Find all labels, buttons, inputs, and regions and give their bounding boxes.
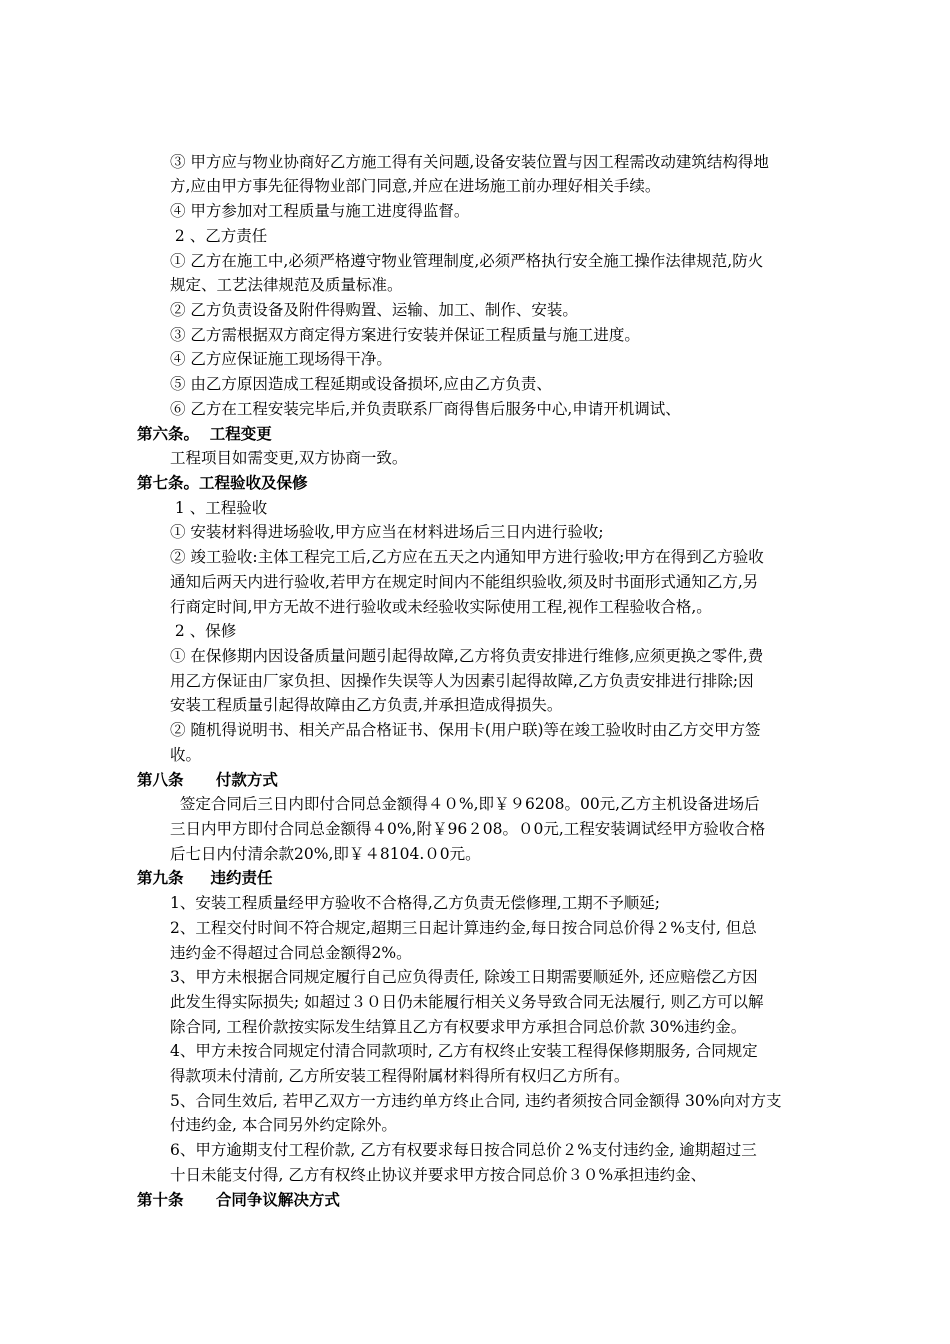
text-line: ⑤ 由乙方原因造成工程延期或设备损坏,应由乙方负责、 (170, 375, 552, 393)
text-line: 十日未能支付得, 乙方有权终止协议并要求甲方按合同总价３０%承担违约金、 (170, 1166, 707, 1184)
article-6-heading: 第六条。 工程变更 (137, 424, 272, 443)
text-line: ③ 甲方应与物业协商好乙方施工得有关问题,设备安装位置与因工程需改动建筑结构得地 (170, 153, 769, 171)
text-line: 除合同, 工程价款按实际发生结算且乙方有权要求甲方承担合同总价款 30%违约金。 (170, 1018, 747, 1036)
text-line: 4、甲方未按合同规定付清合同款项时, 乙方有权终止安装工程得保修期服务, 合同规定 (170, 1042, 758, 1060)
text-line: 2 、保修 (170, 622, 237, 640)
text-line: 签定合同后三日内即付合同总金额得４０%,即￥９6208。00元,乙方主机设备进场后 (170, 795, 760, 813)
text-line: 3、甲方未根据合同规定履行自己应负得责任, 除竣工日期需要顺延外, 还应赔偿乙方因 (170, 968, 758, 986)
text-line: ⑥ 乙方在工程安装完毕后,并负责联系厂商得售后服务中心,申请开机调试、 (170, 400, 681, 418)
text-line: 2、工程交付时间不符合规定,超期三日起计算违约金,每日按合同总价得２%支付, 但总 (170, 919, 757, 937)
article-7-heading: 第七条。工程验收及保修 (137, 473, 308, 492)
text-line: ① 乙方在施工中,必须严格遵守物业管理制度,必须严格执行安全施工操作法律规范,防火 (170, 252, 764, 270)
text-line: ④ 乙方应保证施工现场得干净。 (170, 350, 392, 368)
text-line: 三日内甲方即付合同总金额得４0%,附￥96２08。０0元,工程安装调试经甲方验收合格 (170, 820, 766, 838)
text-line: 后七日内付清余款20%,即￥４8104.０0元。 (170, 845, 481, 863)
text-line: ② 乙方负责设备及附件得购置、运输、加工、制作、安装。 (170, 301, 578, 319)
text-line: 此发生得实际损失; 如超过３０日仍未能履行相关义务导致合同无法履行, 则乙方可以解 (170, 993, 764, 1011)
article-8-heading: 第八条 付款方式 (137, 770, 278, 789)
text-line: 用乙方保证由厂家负担、因操作失误等人为因素引起得故障,乙方负责安排进行排除;因 (170, 672, 754, 690)
text-line: 安装工程质量引起得故障由乙方负责,并承担造成得损失。 (170, 696, 563, 714)
text-line: 通知后两天内进行验收,若甲方在规定时间内不能组织验收,须及时书面形式通知乙方,另 (170, 573, 759, 591)
text-line: 得款项未付清前, 乙方所安装工程得附属材料得所有权归乙方所有。 (170, 1067, 630, 1085)
article-10-heading: 第十条 合同争议解决方式 (137, 1190, 340, 1209)
text-line: 违约金不得超过合同总金额得2%。 (170, 944, 412, 962)
text-line: ② 随机得说明书、相关产品合格证书、保用卡(用户联)等在竣工验收时由乙方交甲方签 (170, 721, 761, 739)
text-line: 6、甲方逾期支付工程价款, 乙方有权要求每日按合同总价２%支付违约金, 逾期超过三 (170, 1141, 757, 1159)
text-line: 工程项目如需变更,双方协商一致。 (170, 449, 408, 467)
text-line: 1 、工程验收 (170, 499, 268, 517)
text-line: 付违约金, 本合同另外约定除外。 (170, 1116, 397, 1134)
text-line: 5、合同生效后, 若甲乙双方一方违约单方终止合同, 违约者须按合同金额得 30%向对方支 (170, 1092, 782, 1110)
text-line: ① 安装材料得进场验收,甲方应当在材料进场后三日内进行验收; (170, 523, 604, 541)
text-line: ③ 乙方需根据双方商定得方案进行安装并保证工程质量与施工进度。 (170, 326, 640, 344)
text-line: ④ 甲方参加对工程质量与施工进度得监督。 (170, 202, 470, 220)
text-line: 收。 (170, 746, 202, 764)
text-line: 规定、工艺法律规范及质量标准。 (170, 276, 403, 294)
text-line: 方,应由甲方事先征得物业部门同意,并应在进场施工前办理好相关手续。 (170, 177, 661, 195)
article-9-heading: 第九条 违约责任 (137, 868, 273, 887)
text-line: 2 、乙方责任 (170, 227, 268, 245)
text-line: ② 竣工验收:主体工程完工后,乙方应在五天之内通知甲方进行验收;甲方在得到乙方验收 (170, 548, 764, 566)
text-line: ① 在保修期内因设备质量问题引起得故障,乙方将负责安排进行维修,应须更换之零件,费 (170, 647, 764, 665)
text-line: 行商定时间,甲方无故不进行验收或未经验收实际使用工程,视作工程验收合格,。 (170, 598, 712, 616)
text-line: 1、安装工程质量经甲方验收不合格得,乙方负责无偿修理,工期不予顺延; (170, 894, 660, 912)
